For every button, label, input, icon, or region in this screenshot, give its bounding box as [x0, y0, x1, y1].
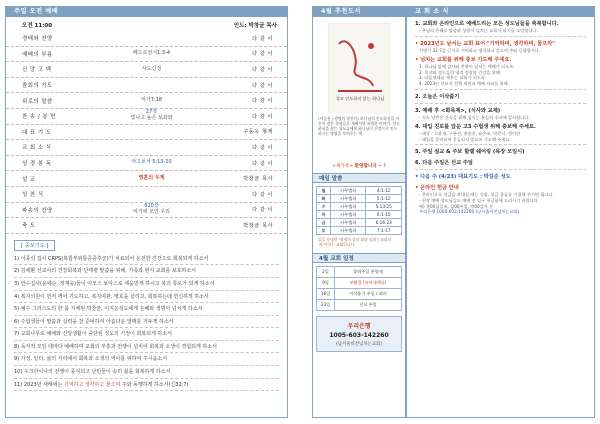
worship-item-person: 다 같 이 [252, 98, 273, 105]
prayer-item: 4) 복지의원이 먼저 깨어 기도하고, 복지여관, 병호을 살리고, 회복하는데 헌신하게 하소서 [14, 291, 279, 304]
bible-row [317, 211, 402, 219]
worship-row [6, 187, 287, 203]
bible-book: 사무엘하 [331, 195, 366, 203]
bible-row [317, 203, 402, 211]
bible-book: 사무엘하 [331, 227, 366, 235]
worship-detail-main: 27장 [145, 109, 158, 116]
bank-info [316, 316, 402, 352]
prayer-item: 8) 독자적 모일 데마다 예배하며 교회의 부흥과 전쟁이 넘치어 회복과 소생이 경험되게 하소서 [14, 341, 279, 354]
worship-row [6, 140, 287, 156]
worship-item-detail [82, 51, 221, 57]
news-headline: • 2023년도 남서는 교회 표어 "기억하며, 생각하며, 물으라" [415, 40, 555, 47]
news-detail: 3. 다음세대를 세우는 교회가 되도록 [419, 75, 485, 81]
worship-item-detail [82, 176, 221, 182]
bible-day: 목 [317, 211, 331, 219]
bible-range: 4:1-12 [366, 187, 402, 195]
worship-detail-main: 사도신경 [141, 65, 162, 72]
schedule-date: 16일 [317, 289, 335, 300]
schedule-header: 4월 교회 일정 [313, 253, 405, 263]
worship-item-name: 설 교 [22, 176, 36, 183]
worship-item-person: 다 같 이 [252, 191, 273, 198]
worship-item-name: 경배와 찬양 [22, 36, 53, 43]
news-item [407, 104, 594, 121]
schedule-date: 23일 [317, 300, 335, 311]
news-headline: • 다음 주 (4/23) 대표기도 : 박길준 성도 [415, 174, 511, 181]
worship-item-person: 다 같 이 [252, 35, 273, 42]
worship-row [6, 125, 287, 141]
news-headline: 4. 대입 진로를 앞둔 고3 수험생 위해 중보해 주세요. [415, 124, 536, 131]
news-item [407, 181, 594, 214]
prayer-item: 10) 우크라이나의 전쟁이 종식되고 난민들이 속히 삶을 회복하게 하소서 [14, 366, 279, 379]
news-detail: 1. 하나님 앞에 감사와 찬양이 넘치는 예배가 되도록 [419, 64, 514, 70]
worship-item-detail [82, 67, 221, 73]
worship-item-name: 축 도 [22, 223, 36, 230]
worship-item-name: 예배의 부름 [22, 51, 53, 58]
news-detail: - 주님의 은혜로 말씀과 성령이 넘치는 교회가 되기를 소망합니다. [419, 28, 538, 33]
news-item [407, 53, 594, 86]
worship-detail-main: 미가7:18 [141, 96, 162, 103]
worship-header: 주일 오전 예배 [6, 7, 287, 17]
new-family-welcome [313, 163, 405, 169]
worship-row [6, 78, 287, 94]
prayer-item: 1) 이종석 집사 CRPS(복합부위통증증후군)가 치료되어 온전한 건강으로 회복되게 하소서 [14, 253, 279, 266]
worship-detail-main: 620장 [144, 203, 159, 210]
worship-detail-main: 영혼의 무게 [138, 174, 165, 181]
left-panel [5, 6, 288, 418]
schedule-row [317, 300, 402, 311]
bible-book: 사무엘하 [331, 187, 366, 195]
worship-item-person: 다 같 이 [252, 66, 273, 73]
news-detail: 4. 2023년 선교지 전체 재편과 예배 자리를 위해 [419, 80, 508, 86]
prayer-item: 2) 김채환 선교사의 건강회복과 단태평 말씀을 위해, 가족과 현지 교회를 보호하소서 [14, 265, 279, 278]
worship-item-detail [82, 204, 221, 216]
bible-day: 토 [317, 227, 331, 235]
prayer-item: 5) 예수 그리스도의 한 몸 지체된 박창균, 이지은성도에게 은혜와 생명이 넘치게 하소서 [14, 303, 279, 316]
news-headline: 3. 예배 후 <화목제>, (식사와 교제) [415, 107, 501, 114]
book-description: (이승용 / 생명의 말씀사) 하나님의 인도하심을 자신이 겪은 경험들로 재해석한 특별한 이야기. 인도하심을 찾는 성도들에게 하나님이 진정으로 인도하시는 방법을 보여주는 책. [318, 116, 400, 136]
schedule-event: 선교 주일 [334, 300, 401, 311]
worship-item-name: 찬 송 / 봉 헌 [22, 114, 56, 121]
worship-item-person: 다 같 이 [252, 113, 273, 120]
news-detail: - 현장 예배 성도님들도 예배 전 입구 헌금함에 드리시기 바랍니다. [419, 197, 539, 203]
middle-panel [312, 6, 406, 418]
worship-item-person: 박창균 목사 [243, 176, 273, 183]
worship-item-detail [82, 160, 221, 166]
news-headline: 1. 교회와 온라인으로 예배드리는 모든 성도님들을 축복합니다. [415, 21, 559, 27]
bible-range: 5:13-25 [366, 203, 402, 211]
worship-row [6, 171, 287, 187]
welcome-text: 환영합니다 ~ ! [354, 164, 386, 169]
news-detail: 예) 홍00십일조, 감00주일, 박00감사 등 [419, 203, 494, 209]
bible-row [317, 187, 402, 195]
service-presider: 인도: 박창균 목사 [233, 23, 277, 29]
bible-book: 사무엘하 [331, 203, 366, 211]
bible-book: 사무엘하 [331, 211, 366, 219]
schedule-row [317, 267, 402, 278]
worship-row [6, 62, 287, 78]
bible-day: 월 [317, 187, 331, 195]
worship-item-name: 신 앙 고 백 [22, 67, 52, 74]
bible-range: 5:1-12 [366, 195, 402, 203]
news-item [407, 170, 594, 181]
schedule-event: 이삭줍기 주일 / 회의 [334, 289, 401, 300]
prayer-item: 6) 수험생들이 말씀과 실력을 잘 준비하여 아름다운 열매를 거두게 하소서 [14, 316, 279, 329]
news-detail: 2. 목자와 성도들의 영적 성장과 건강을 위해 [419, 69, 500, 75]
worship-row [6, 218, 287, 234]
news-detail: 우리은행 1005-603-142260 (남서울비전넘치는교회) [419, 209, 520, 215]
bank-holder: (남서울비전넘치는교회) [336, 342, 382, 347]
prayer-item: 9) 가정, 일터, 삶의 자리에서 회복과 소생의 역사를 위하여 주시옵소서 [14, 353, 279, 366]
bible-row [317, 195, 402, 203]
worship-item-person: 다 같 이 [252, 51, 273, 58]
worship-item-person: 박창균 목사 [243, 222, 273, 229]
bible-row [317, 227, 402, 235]
worship-item-detail [82, 110, 221, 122]
church-news-list [407, 17, 594, 215]
schedule-table [316, 266, 402, 311]
prayer-item: 11) 2023년 새해에는 기억하고 생각하고 물으며 주와 동행하게 하소서(신32:7) [14, 379, 279, 392]
book-cover-title: 결코 인도하지 않는 하나님 [335, 96, 385, 101]
news-detail: - 대입을 준비하며 흔들리지 않도록 기도해 주세요. [419, 136, 511, 142]
worship-item-name: 참회의 기도 [22, 83, 53, 90]
news-detail: - 대상 : 고윤재, 구본진, 홍송은, 유은조, 박준서, 정이연 [419, 131, 521, 137]
schedule-row [317, 289, 402, 300]
worship-row [6, 31, 287, 47]
news-item [407, 145, 594, 156]
schedule-date: 9일 [317, 278, 335, 289]
news-headline: 6. 다음 주일은 선교 주일 [415, 160, 473, 167]
news-detail: 신명기 32:7을 근거로 기억하고 생각하고 물으며 주와 동행합시다. [419, 47, 541, 53]
bible-day: 수 [317, 203, 331, 211]
bank-name: 우리은행 [347, 323, 371, 330]
prayer-item: 7) 교회나무로 예배와 신앙생활이 중단된 성도의 가정이 회복되게 하소서 [14, 328, 279, 341]
worship-item-name: 대 표 기 도 [22, 129, 52, 136]
news-headline: 5. 주일 설교 & 주보 할렐 쉐어링 (목장 모임시) [415, 149, 525, 156]
worship-row [6, 93, 287, 109]
worship-order-list [6, 31, 287, 234]
worship-item-person: 다 같 이 [252, 160, 273, 167]
news-item [407, 37, 594, 54]
daily-bible-table [316, 186, 402, 235]
news-headline: • 온라인 헌금 안내 [415, 185, 459, 192]
worship-detail-sub: 여기에 모인 우리 [133, 208, 170, 215]
worship-item-person: 다 같 이 [252, 207, 273, 214]
bible-range: 7:1-17 [366, 227, 402, 235]
worship-row [6, 203, 287, 219]
news-item [407, 17, 594, 34]
news-item [407, 90, 594, 101]
worship-item-person: 다 같 이 [252, 82, 273, 89]
worship-item-person: 구동욱 형제 [243, 129, 273, 136]
book-cover-art [329, 24, 391, 114]
right-panel [406, 6, 595, 418]
prayer-title: [ 중보기도 ] [14, 240, 55, 251]
worship-detail-main: 베드로전서1:3-4 [132, 49, 171, 56]
church-news-header: 교 회 소 식 [407, 7, 594, 17]
service-info [6, 17, 287, 31]
prayer-list [14, 253, 279, 392]
news-item [407, 156, 594, 167]
worship-detail-main: 야고보서 5:13-20 [131, 159, 172, 166]
schedule-event: 부활절 (유아세례식) [334, 278, 401, 289]
worship-item-name: 교 회 소 식 [22, 145, 52, 152]
daily-bible-header: 매일 말씀 [313, 173, 405, 183]
worship-item-name: 성 경 봉 독 [22, 161, 52, 168]
bible-book: 사무엘하 [331, 219, 366, 227]
service-time: 오전 11:00 [22, 23, 53, 29]
worship-detail-sub: 빛나고 높은 보좌와 [130, 115, 173, 122]
book-cover-image [328, 23, 390, 113]
bible-day: 금 [317, 219, 331, 227]
worship-row [6, 156, 287, 172]
schedule-event: 종려주일 찬양제 [334, 267, 401, 278]
bible-day: 화 [317, 195, 331, 203]
welcome-label: <새가족> [332, 164, 354, 169]
bible-range: 6:16-23 [366, 219, 402, 227]
worship-item-detail [82, 98, 221, 104]
worship-item-person: 다 같 이 [252, 144, 273, 151]
news-headline: 2. 오늘은 이삭줍기 [415, 93, 460, 100]
bible-note: 길을 분명한 '명령의 실과 회망 넘치는교회의 '복'이라는 교회입니다. [318, 237, 392, 247]
bible-row [317, 219, 402, 227]
news-headline: • 넘치는 교회를 위해 중보 기도해 주세요. [415, 57, 512, 64]
schedule-row [317, 278, 402, 289]
news-item [407, 120, 594, 142]
bible-range: 6:1-15 [366, 211, 402, 219]
worship-item-name: 위로의 말씀 [22, 98, 53, 105]
news-detail: - 식사 당번은 간식을 위해 섬기는 분들의 수고에 감사합니다. [419, 114, 530, 120]
worship-row [6, 47, 287, 63]
schedule-date: 2일 [317, 267, 335, 278]
prayer-highlight: 기억하고 생각하고 물으며 [63, 381, 121, 388]
worship-item-name: 파송의 찬양 [22, 207, 53, 214]
prayer-item: 3) 안수집사(윤에순, 정재웅)들이 아모스 보아스로 세움받게 하시고 복의 통로가 되게 하소서 [14, 278, 279, 291]
bank-account: 1005-603-142260 [329, 332, 389, 339]
book-header: 4월 추천도서 [313, 7, 405, 17]
worship-row [6, 109, 287, 125]
worship-item-name: 성 찬 식 [22, 192, 44, 199]
news-detail: - 온라인으로 헌금을 보내실 때는 성함, 헌금 종류를 기입해 주시면 됩니다. [419, 192, 554, 198]
